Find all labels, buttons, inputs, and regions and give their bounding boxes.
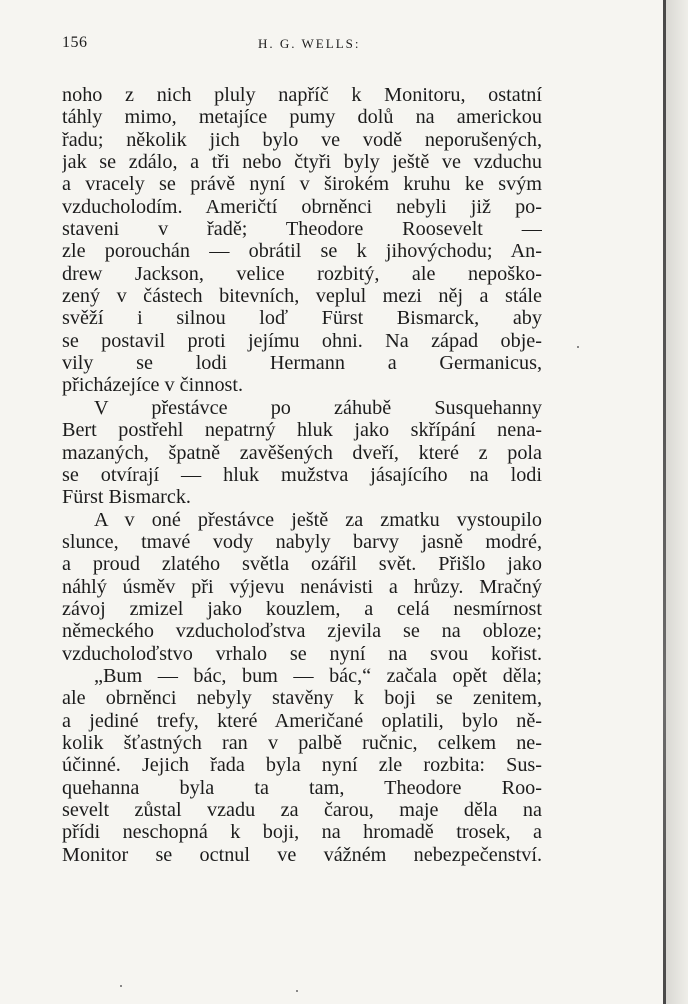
text-line: přídi neschopná k boji, na hromadě trosek, a — [62, 821, 542, 844]
text-line: drew Jackson, velice rozbitý, ale nepoško- — [62, 262, 542, 285]
text-line: vily se lodi Hermann a Germanicus, — [62, 352, 542, 375]
text-line: jak se zdálo, a tři nebo čtyři byly ještě ve vzduchu — [62, 151, 542, 174]
text-line: kolik šťastných ran v palbě ručnic, celkem ne- — [62, 731, 542, 754]
text-line: sevelt zůstal vzadu za čarou, maje děla na — [62, 799, 542, 821]
text-line: staveni v řadě; Theodore Roosevelt — — [62, 218, 542, 241]
text-line: Fürst Bismarck. — [62, 486, 191, 509]
text-line: slunce, tmavé vody nabyly barvy jasně modré, — [62, 530, 542, 553]
margin-speck — [296, 990, 298, 992]
text-line: a jediné trefy, které Američané oplatili, bylo ně- — [62, 709, 542, 732]
text-line: se otvírají — hluk mužstva jásajícího na lodi — [62, 463, 542, 486]
text-line: mazaných, špatně zavěšených dveří, které z pola — [62, 441, 542, 464]
text-line: svěží i silnou loď Fürst Bismarck, aby — [62, 307, 542, 330]
text-line: V přestávce po záhubě Susquehanny — [94, 396, 542, 419]
text-line: zený v částech bitevních, veplul mezi něj a stále — [62, 285, 542, 308]
text-line: Bert postřehl nepatrný hluk jako skřípání nena- — [62, 419, 542, 442]
text-line: a vracely se právě nyní v širokém kruhu ke svým — [62, 173, 542, 196]
margin-speck — [577, 346, 579, 348]
text-line: náhlý úsměv při výjevu nenávisti a hrůzy. Mračný — [62, 575, 542, 598]
text-line: noho z nich pluly napříč k Monitoru, ostatní — [62, 84, 542, 106]
text-line: německého vzducholoďstva zjevila se na obloze; — [62, 620, 542, 643]
text-line: řadu; několik jich bylo ve vodě neporušených, — [62, 128, 542, 151]
text-line: táhly mimo, metajíce pumy dolů na americkou — [62, 106, 542, 129]
text-line: účinné. Jejich řada byla nyní zle rozbita: Sus- — [62, 754, 542, 777]
text-line: vzducholodím. Američtí obrněnci nebyli již po- — [62, 195, 542, 218]
text-line: zle porouchán — obrátil se k jihovýchodu; An- — [62, 240, 542, 263]
page-number: 156 — [62, 34, 88, 51]
text-line: se postavil proti jejímu ohni. Na západ obje- — [62, 329, 542, 352]
text-line: přicházejíce v činnost. — [62, 374, 244, 397]
page-gutter-edge — [663, 0, 666, 1004]
text-line: ale obrněnci nebyly stavěny k boji se zenitem, — [62, 687, 542, 710]
text-line: Monitor se octnul ve vážném nebezpečenství. — [62, 843, 542, 866]
body-text — [62, 84, 542, 866]
text-line: a proud zlatého světla ozářil svět. Přišlo jako — [62, 553, 542, 576]
text-line: vzducholoďstvo vrhalo se nyní na svou kořist. — [62, 642, 542, 665]
text-line: závoj zmizel jako kouzlem, a celá nesmírnost — [62, 597, 542, 620]
text-line: quehanna byla ta tam, Theodore Roo- — [62, 776, 542, 799]
margin-speck — [120, 985, 122, 987]
running-head: H. G. WELLS: — [258, 36, 361, 51]
page-header — [62, 34, 562, 56]
page-edge-shadow — [666, 0, 688, 1004]
text-line: „Bum — bác, bum — bác,“ začala opět děla; — [94, 664, 542, 687]
text-line: A v oné přestávce ještě za zmatku vystoupilo — [94, 508, 542, 531]
